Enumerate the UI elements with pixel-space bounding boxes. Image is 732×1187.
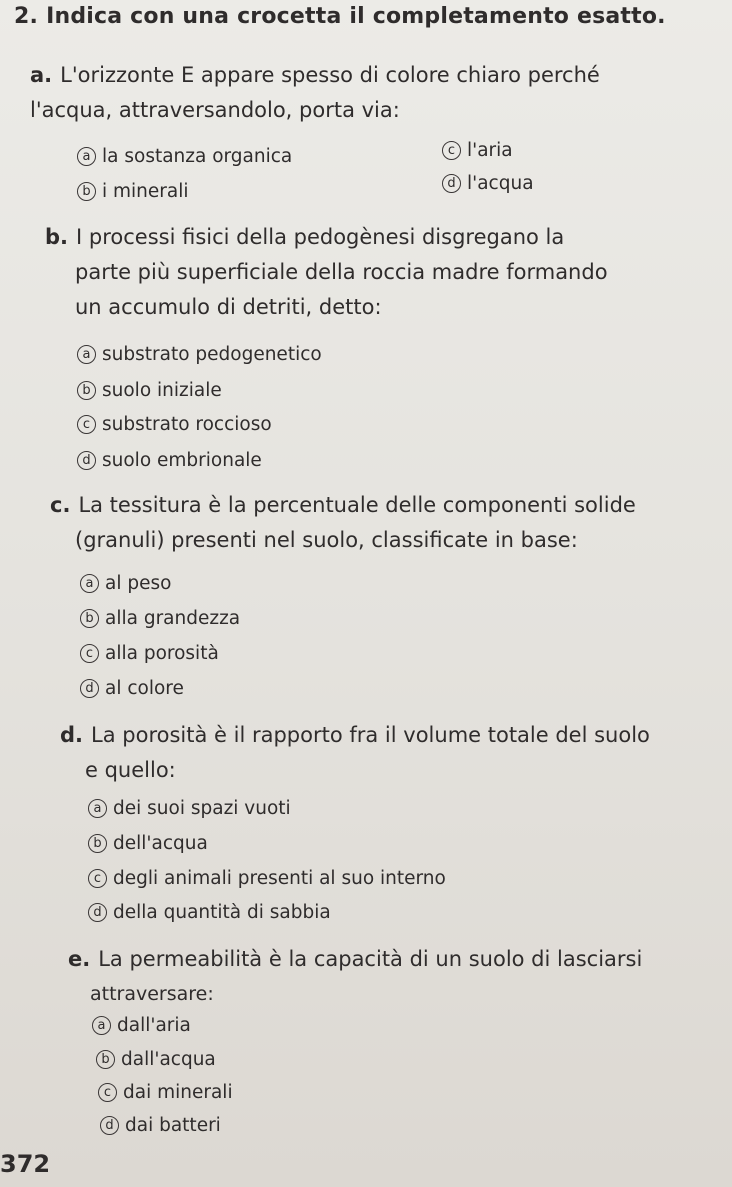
option-e-d[interactable]: d dai batteri: [100, 1112, 221, 1138]
option-d-b[interactable]: b dell'acqua: [88, 830, 208, 856]
question-letter: d.: [60, 723, 84, 747]
option-a-d[interactable]: d l'acqua: [442, 170, 534, 196]
option-c-d[interactable]: d al colore: [80, 675, 184, 701]
exercise-number: 2.: [14, 4, 39, 29]
option-circle[interactable]: d: [100, 1116, 119, 1135]
option-circle[interactable]: b: [96, 1050, 115, 1069]
option-d-a[interactable]: a dei suoi spazi vuoti: [88, 795, 291, 821]
option-b-a[interactable]: a substrato pedogenetico: [77, 341, 322, 367]
option-circle[interactable]: a: [80, 574, 99, 593]
option-e-b[interactable]: b dall'acqua: [96, 1046, 216, 1072]
option-c-a[interactable]: a al peso: [80, 570, 171, 596]
question-letter: c.: [50, 493, 71, 517]
option-circle[interactable]: c: [80, 644, 99, 663]
option-circle[interactable]: d: [442, 174, 461, 193]
option-circle[interactable]: c: [442, 141, 461, 160]
option-circle[interactable]: d: [80, 679, 99, 698]
option-circle[interactable]: b: [77, 381, 96, 400]
option-c-c[interactable]: c alla porosità: [80, 640, 219, 666]
option-circle[interactable]: d: [88, 903, 107, 922]
option-circle[interactable]: b: [88, 834, 107, 853]
option-d-d[interactable]: d della quantità di sabbia: [88, 899, 331, 925]
option-d-c[interactable]: c degli animali presenti al suo interno: [88, 865, 446, 891]
question-e-stem: e. La permeabilità è la capacità di un suolo di lasciarsi attraversare:: [68, 947, 643, 1005]
exercise-instruction: Indica con una crocetta il completamento esatto.: [46, 4, 666, 29]
option-circle[interactable]: a: [77, 345, 96, 364]
option-circle[interactable]: b: [77, 182, 96, 201]
page-number: 372: [0, 1150, 51, 1178]
question-letter: b.: [45, 225, 69, 249]
question-d-stem: d. La porosità è il rapporto fra il volume totale del suolo e quello:: [60, 723, 650, 782]
option-b-c[interactable]: c substrato roccioso: [77, 411, 272, 437]
option-a-a[interactable]: a la sostanza organica: [77, 143, 292, 169]
option-e-a[interactable]: a dall'aria: [92, 1012, 191, 1038]
option-circle[interactable]: c: [88, 869, 107, 888]
option-b-b[interactable]: b suolo iniziale: [77, 377, 222, 403]
option-circle[interactable]: b: [80, 609, 99, 628]
option-b-d[interactable]: d suolo embrionale: [77, 447, 262, 473]
exercise-title: [14, 4, 666, 29]
question-letter: a.: [30, 63, 53, 87]
option-circle[interactable]: a: [88, 799, 107, 818]
question-a-stem: a. L'orizzonte E appare spesso di colore chiaro perché l'acqua, attraversandolo, porta via:: [30, 63, 600, 122]
question-c-stem: c. La tessitura è la percentuale delle componenti solide (granuli) presenti nel suolo, classificate in base:: [50, 493, 636, 552]
option-circle[interactable]: c: [98, 1083, 117, 1102]
option-a-c[interactable]: c l'aria: [442, 137, 513, 163]
option-circle[interactable]: a: [77, 147, 96, 166]
option-circle[interactable]: d: [77, 451, 96, 470]
option-e-c[interactable]: c dai minerali: [98, 1079, 233, 1105]
option-circle[interactable]: c: [77, 415, 96, 434]
question-letter: e.: [68, 947, 91, 971]
option-a-b[interactable]: b i minerali: [77, 178, 189, 204]
option-c-b[interactable]: b alla grandezza: [80, 605, 240, 631]
question-b-stem: b. I processi fisici della pedogènesi disgregano la parte più superficiale della roccia madre formando un accumulo di detriti, detto:: [45, 225, 608, 319]
option-circle[interactable]: a: [92, 1016, 111, 1035]
